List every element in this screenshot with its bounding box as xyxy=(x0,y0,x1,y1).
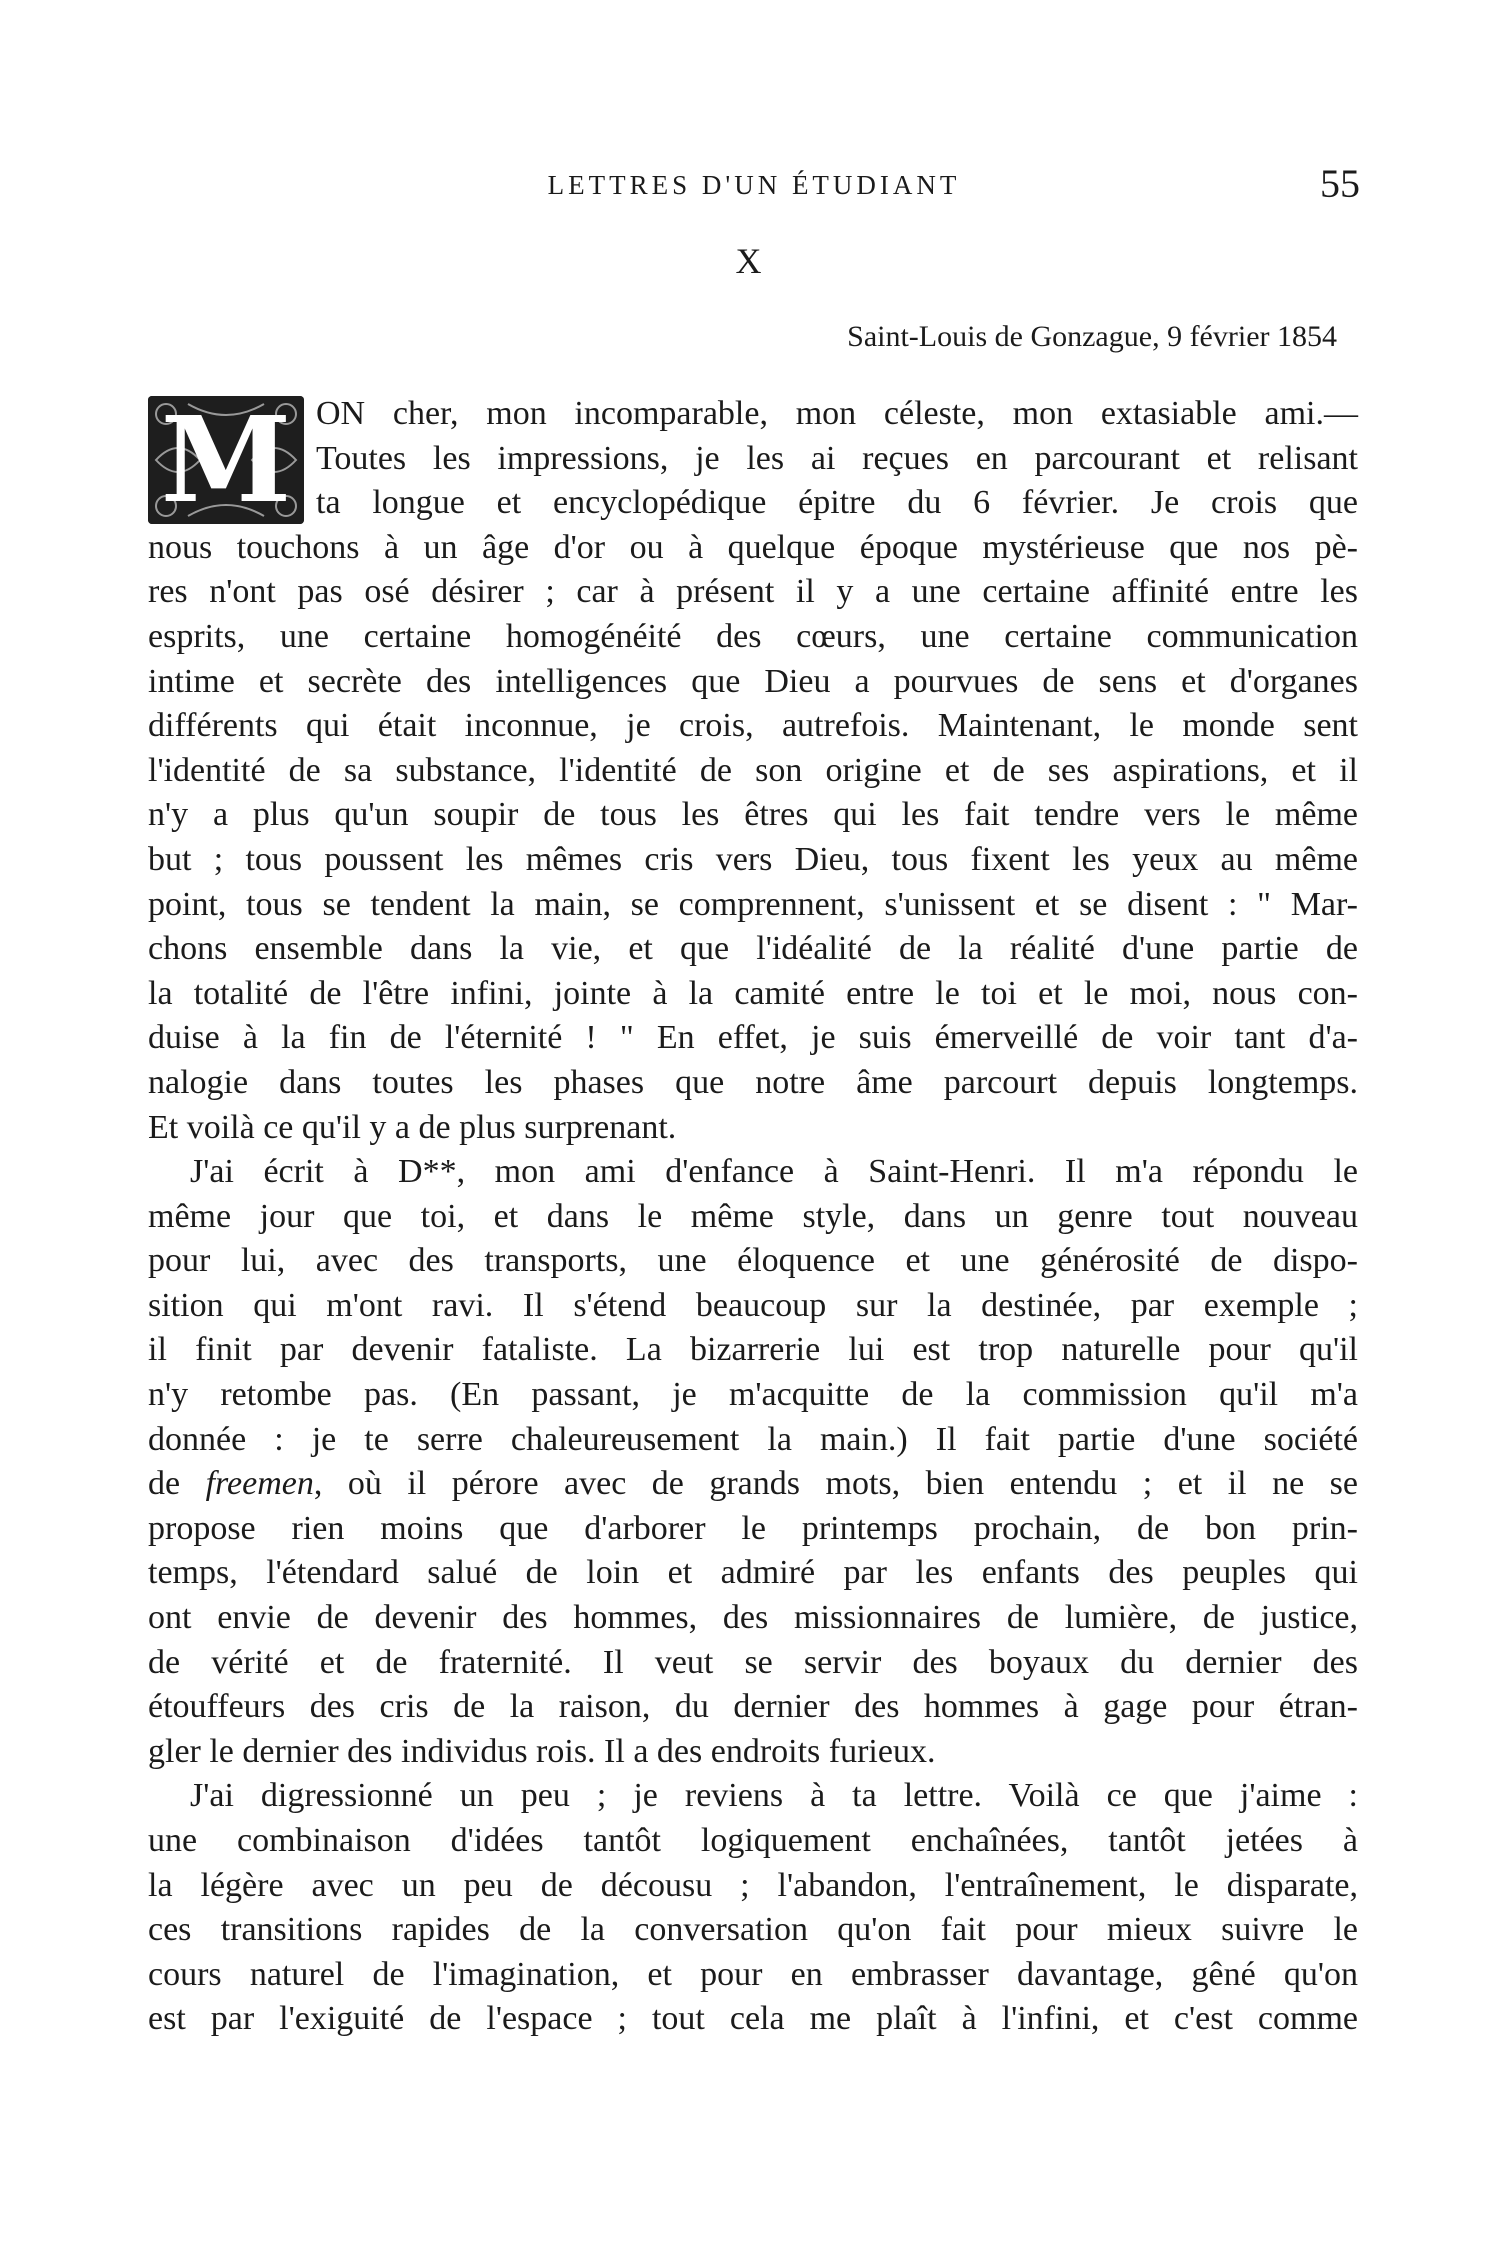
text-line: pour lui, avec des transports, une éloquence et une générosité de dispo- xyxy=(148,1242,1358,1280)
text-line: la totalité de l'être infini, jointe à la camité entre le toi et le moi, nous con- xyxy=(148,974,1358,1012)
text-line: sition qui m'ont ravi. Il s'étend beaucoup sur la destinée, par exemple ; xyxy=(148,1286,1358,1324)
text-line: étouffeurs des cris de la raison, du dernier des hommes à gage pour étran- xyxy=(148,1688,1358,1726)
text-line: donnée : je te serre chaleureusement la main.) Il fait partie d'une société xyxy=(148,1420,1358,1458)
drop-cap-letter: M xyxy=(160,396,292,524)
text-line: point, tous se tendent la main, se comprennent, s'unissent et se disent : " Mar- xyxy=(148,885,1358,923)
line-prefix: de xyxy=(148,1465,206,1503)
running-title: LETTRES D'UN ÉTUDIANT xyxy=(547,170,961,200)
text-line: n'y a plus qu'un soupir de tous les êtres qui les fait tendre vers le même xyxy=(148,796,1358,834)
letter-body xyxy=(148,392,1358,2042)
text-line: est par l'exiguité de l'espace ; tout cela me plaît à l'infini, et c'est comme xyxy=(148,2000,1358,2038)
text-line: esprits, une certaine homogénéité des cœurs, une certaine communication xyxy=(148,617,1358,655)
text-line: chons ensemble dans la vie, et que l'idéalité de la réalité d'une partie de xyxy=(148,930,1358,968)
line-suffix: , où il pérore avec de grands mots, bien entendu ; et il ne se xyxy=(313,1465,1359,1503)
text-line: nous touchons à un âge d'or ou à quelque époque mystérieuse que nos pè- xyxy=(148,528,1358,566)
dateline: Saint-Louis de Gonzague, 9 février 1854 xyxy=(847,320,1337,353)
text-line: ont envie de devenir des hommes, des missionnaires de lumière, de justice, xyxy=(148,1599,1358,1637)
drop-cap-ornament xyxy=(148,396,304,524)
text-line: de vérité et de fraternité. Il veut se servir des boyaux du dernier des xyxy=(148,1643,1358,1681)
text-line: n'y retombe pas. (En passant, je m'acquitte de la commission qu'il m'a xyxy=(148,1376,1358,1414)
text-line: temps, l'étendard salué de loin et admiré par les enfants des peuples qui xyxy=(148,1554,1358,1592)
text-line: gler le dernier des individus rois. Il a des endroits furieux. xyxy=(148,1732,936,1770)
text-line: J'ai écrit à D**, mon ami d'enfance à Saint-Henri. Il m'a répondu le xyxy=(190,1153,1358,1191)
text-line: res n'ont pas osé désirer ; car à présent il y a une certaine affinité entre les xyxy=(148,573,1358,611)
running-head xyxy=(148,160,1360,210)
text-line: cours naturel de l'imagination, et pour en embrasser davantage, gêné qu'on xyxy=(148,1955,1358,1993)
text-line: intime et secrète des intelligences que Dieu a pourvues de sens et d'organes xyxy=(148,662,1358,700)
text-line: l'identité de sa substance, l'identité de son origine et de ses aspirations, et il xyxy=(148,751,1358,789)
text-line: même jour que toi, et dans le même style, dans un genre tout nouveau xyxy=(148,1197,1358,1235)
text-line: nalogie dans toutes les phases que notre âme parcourt depuis longtemps. xyxy=(148,1063,1358,1101)
text-line: Et voilà ce qu'il y a de plus surprenant. xyxy=(148,1108,677,1146)
text-line: une combinaison d'idées tantôt logiquement enchaînées, tantôt jetées à xyxy=(148,1822,1358,1859)
text-line: il finit par devenir fataliste. La bizarrerie lui est trop naturelle pour qu'il xyxy=(148,1331,1358,1369)
text-line: ces transitions rapides de la conversation qu'on fait pour mieux suivre le xyxy=(148,1911,1358,1949)
text-line: la légère avec un peu de décousu ; l'abandon, l'entraînement, le disparate, xyxy=(148,1866,1358,1904)
italic-word: freemen xyxy=(205,1465,314,1503)
page-number: 55 xyxy=(1320,161,1360,206)
text-line: ta longue et encyclopédique épitre du 6 février. Je crois que xyxy=(316,484,1358,522)
text-line: Toutes les impressions, je les ai reçues en parcourant et relisant xyxy=(316,439,1358,477)
text-line: duise à la fin de l'éternité ! " En effet, je suis émerveillé de voir tant d'a- xyxy=(148,1019,1358,1057)
text-line: différents qui était inconnue, je crois, autrefois. Maintenant, le monde sent xyxy=(148,707,1358,745)
text-line: ON cher, mon incomparable, mon céleste, mon extasiable ami.— xyxy=(316,395,1358,432)
section-number: X xyxy=(735,241,762,281)
text-line-freemen xyxy=(148,1462,1358,1507)
text-line: propose rien moins que d'arborer le printemps prochain, de bon prin- xyxy=(148,1509,1358,1547)
text-line: J'ai digressionné un peu ; je reviens à ta lettre. Voilà ce que j'aime : xyxy=(190,1777,1358,1815)
text-line: but ; tous poussent les mêmes cris vers Dieu, tous fixent les yeux au même xyxy=(148,840,1358,878)
